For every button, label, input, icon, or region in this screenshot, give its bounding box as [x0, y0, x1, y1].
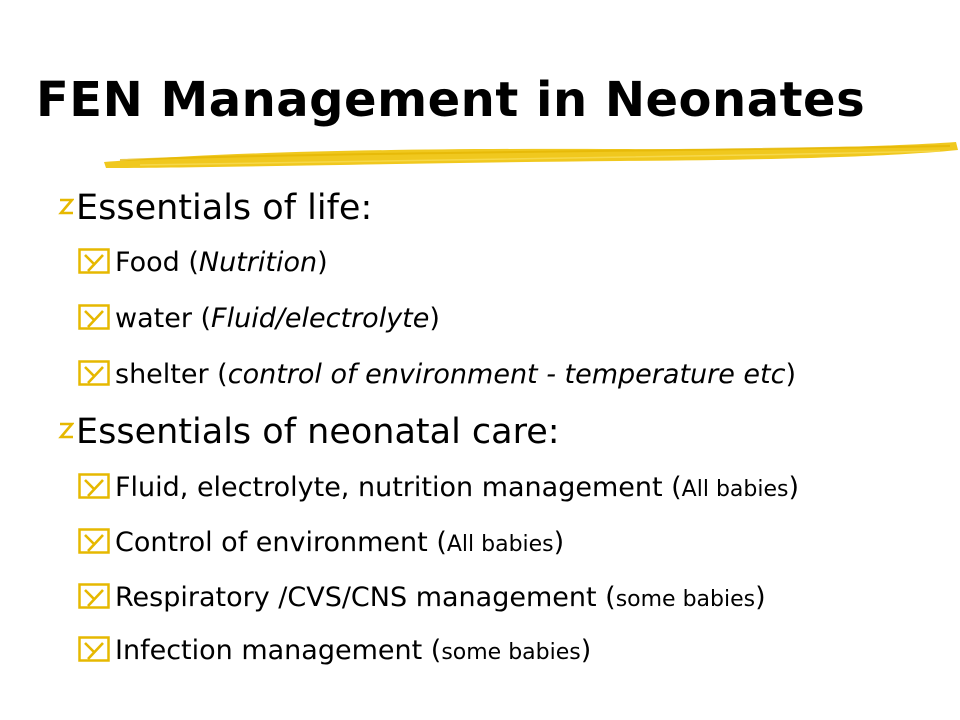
z-bullet-icon	[58, 196, 74, 216]
checkbox-bullet-icon	[78, 360, 110, 386]
list-item: Control of environment (All babies)	[78, 527, 564, 558]
list-item: Respiratory /CVS/CNS management (some babies)	[78, 582, 766, 613]
title-underline-brush	[100, 138, 960, 178]
section-heading-neonatal-care: Essentials of neonatal care:	[58, 412, 560, 452]
checkbox-bullet-icon	[78, 304, 110, 330]
list-item: Infection management (some babies)	[78, 635, 591, 666]
list-item: shelter (control of environment - temperature etc)	[78, 359, 796, 390]
checkbox-bullet-icon	[78, 528, 110, 554]
list-item: Food (Nutrition)	[78, 247, 328, 278]
list-item: Fluid, electrolyte, nutrition management (All babies)	[78, 472, 799, 503]
checkbox-bullet-icon	[78, 473, 110, 499]
section-heading-life: Essentials of life:	[58, 188, 372, 228]
checkbox-bullet-icon	[78, 583, 110, 609]
slide-title: FEN Management in Neonates	[36, 72, 866, 128]
list-item: water (Fluid/electrolyte)	[78, 303, 440, 334]
checkbox-bullet-icon	[78, 248, 110, 274]
checkbox-bullet-icon	[78, 636, 110, 662]
z-bullet-icon	[58, 420, 74, 440]
